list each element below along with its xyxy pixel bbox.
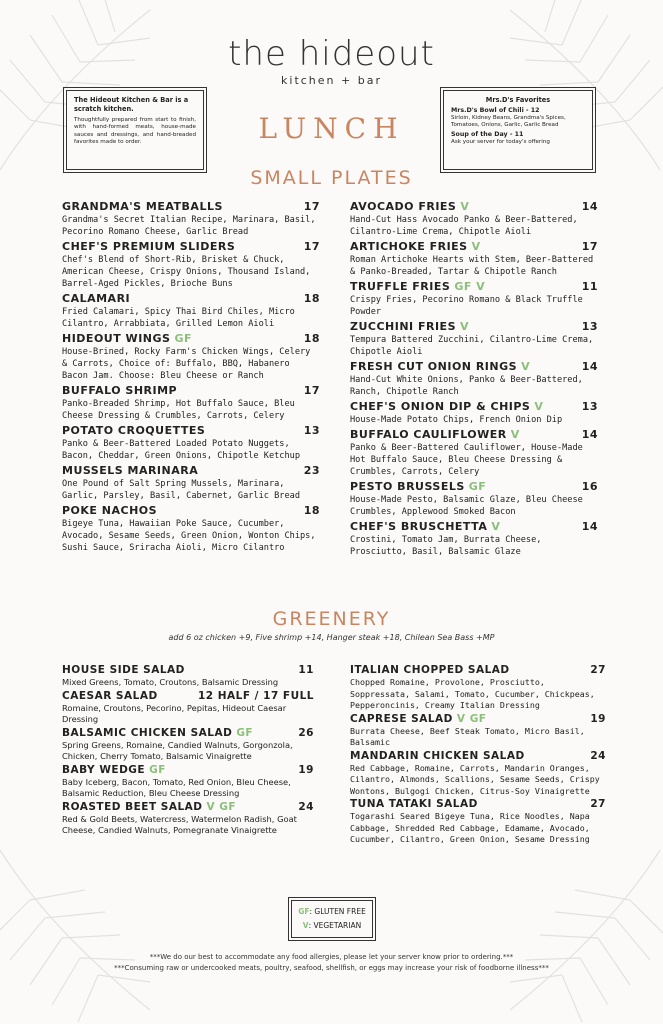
menu-item [62, 332, 320, 382]
menu-item [62, 200, 320, 238]
item-header [62, 332, 320, 346]
item-title [350, 280, 485, 294]
diet-tag: V GF [456, 712, 487, 725]
item-price: 14 [581, 520, 598, 533]
menu-item [350, 480, 598, 518]
item-header [350, 360, 598, 374]
item-name: BUFFALO SHRIMP [62, 384, 178, 397]
item-name: BUFFALO CAULIFLOWER [350, 428, 507, 441]
salad-item [62, 801, 314, 837]
menu-item [350, 200, 598, 238]
menu-item [350, 400, 598, 426]
item-description: Panko & Beer-Battered Loaded Potato Nuggets, Bacon, Cheddar, Green Onions, Chipotle Ketchup [62, 439, 300, 461]
diet-tag: V [521, 360, 531, 373]
diet-tag: V [460, 200, 470, 213]
item-header [350, 400, 598, 414]
item-price: 17 [303, 384, 320, 397]
item-name: POKE NACHOS [62, 504, 158, 517]
item-name: BABY WEDGE [62, 763, 146, 776]
item-title [62, 464, 198, 478]
item-title [350, 320, 469, 334]
diet-tag: GF [174, 332, 192, 345]
item-description: Red Cabbage, Romaine, Carrots, Mandarin Oranges, Cilantro, Almonds, Scallions, Sesame Seeds, Crispy Wontons, Bulgogi Chicken, Citrus-Soy Vinaigrette [350, 762, 600, 796]
salad-item [350, 798, 606, 846]
item-name: GRANDMA'S MEATBALLS [62, 200, 223, 213]
item-price: 18 [303, 292, 320, 305]
item-name: CHEF'S BRUSCHETTA [350, 520, 488, 533]
item-header [62, 464, 320, 478]
palm-leaf-bottom-right-icon [500, 840, 663, 1024]
item-name: TUNA TATAKI SALAD [350, 798, 478, 810]
item-name: CHEF'S ONION DIP & CHIPS [350, 400, 531, 413]
item-header [62, 200, 320, 214]
salad-item [350, 713, 606, 749]
item-header [62, 384, 320, 398]
salad-item [62, 690, 314, 726]
palm-leaf-bottom-left-icon [0, 840, 160, 1024]
item-header [62, 801, 314, 814]
item-header [350, 428, 598, 442]
item-description: Grandma's Secret Italian Recipe, Marinara, Basil, Pecorino Romano Cheese, Garlic Bread [62, 215, 316, 237]
menu-item [62, 240, 320, 290]
item-title [62, 424, 205, 438]
small-plates-right-column [350, 200, 598, 560]
meal-title: LUNCH [258, 112, 405, 145]
item-title [350, 240, 481, 254]
item-title [62, 332, 192, 346]
diet-tag: V [471, 240, 481, 253]
item-description: Bigeye Tuna, Hawaiian Poke Sauce, Cucumber, Avocado, Sesame Seeds, Green Onion, Wonton Chips, Sushi Sauce, Sriracha Aioli, Micro Cilantro [62, 519, 316, 553]
item-description: Chopped Romaine, Provolone, Prosciutto, Soppressata, Salami, Tomato, Cucumber, Chickpeas, Pepperoncinis, Creamy Italian Dressing [350, 677, 595, 710]
item-description: Crispy Fries, Pecorino Romano & Black Truffle Powder [350, 295, 583, 317]
item-description: House-Brined, Rocky Farm's Chicken Wings, Celery & Carrots, Choice of: Buffalo, BBQ, Habanero Bacon Jam. Choose: Bleu Cheese or Ranch [62, 347, 311, 381]
item-title [350, 400, 543, 414]
item-name: CHEF'S PREMIUM SLIDERS [62, 240, 236, 253]
item-title [350, 520, 500, 534]
menu-item [350, 320, 598, 358]
greenery-right-column [350, 664, 606, 847]
item-description: Tempura Battered Zucchini, Cilantro-Lime Crema, Chipotle Aioli [350, 335, 594, 357]
item-header [350, 480, 598, 494]
favorites-title: Mrs.D's Favorites [485, 96, 551, 104]
salad-item [62, 664, 314, 689]
item-price: 19 [298, 763, 314, 776]
diet-tag: V [491, 520, 501, 533]
item-name: HIDEOUT WINGS [62, 332, 171, 345]
item-name: HOUSE SIDE SALAD [62, 664, 185, 676]
menu-item [62, 292, 320, 330]
item-description: House-Made Potato Chips, French Onion Dip [350, 415, 563, 425]
intro-title: The Hideout Kitchen & Bar is a scratch kitchen. [74, 96, 189, 113]
salad-item [350, 664, 606, 712]
item-description: Crostini, Tomato Jam, Burrata Cheese, Prosciutto, Basil, Balsamic Glaze [350, 535, 542, 557]
greenery-left-column [62, 664, 314, 838]
item-header [350, 713, 606, 726]
item-price: 26 [298, 726, 314, 739]
item-name: ITALIAN CHOPPED SALAD [350, 664, 510, 676]
intro-text: Thoughtfully prepared from start to finish, with hand-formed meats, house-made sauces and dressings, and hand-breaded favorites made to order. [74, 117, 196, 145]
legend-vegetarian: V: VEGETARIAN [302, 921, 362, 930]
menu-item [62, 464, 320, 502]
item-price: 14 [581, 360, 598, 373]
item-price: 19 [590, 712, 606, 725]
item-price: 16 [581, 480, 598, 493]
small-plates-left-column [62, 200, 320, 556]
item-price: 24 [590, 749, 606, 762]
item-header [62, 424, 320, 438]
item-price: 17 [581, 240, 598, 253]
soup-description: Ask your server for today's offering [451, 138, 550, 145]
item-header [350, 200, 598, 214]
item-name: BALSAMIC CHICKEN SALAD [62, 726, 233, 739]
diet-tag: V [534, 400, 544, 413]
item-description: Hand-Cut White Onions, Panko & Beer-Battered, Ranch, Chipotle Ranch [350, 375, 583, 397]
item-price: 23 [303, 464, 320, 477]
item-price: 13 [303, 424, 320, 437]
favorites-box [443, 90, 593, 170]
item-header [62, 690, 314, 703]
chili-heading: Mrs.D's Bowl of Chili - 12 [451, 106, 540, 114]
item-description: Spring Greens, Romaine, Candied Walnuts, Gorgonzola, Chicken, Cherry Tomato, Balsamic Vinaigrette [62, 739, 293, 761]
item-title [350, 750, 525, 763]
item-header [350, 520, 598, 534]
item-title [350, 713, 486, 726]
item-description: Red & Gold Beets, Watercress, Watermelon Radish, Goat Cheese, Candied Walnuts, Pomegranate Vinaigrette [62, 813, 297, 835]
item-header [350, 320, 598, 334]
item-price: 14 [581, 428, 598, 441]
menu-item [62, 384, 320, 422]
legend-gluten-free: GF: GLUTEN FREE [298, 907, 366, 916]
item-header [350, 750, 606, 763]
item-header [350, 280, 598, 294]
item-header [62, 664, 314, 677]
item-header [62, 727, 314, 740]
item-name: MUSSELS MARINARA [62, 464, 199, 477]
soup-heading: Soup of the Day - 11 [451, 130, 524, 138]
item-title [62, 664, 185, 677]
diet-tag: V [510, 428, 520, 441]
item-description: Chef's Blend of Short-Rib, Brisket & Chuck, American Cheese, Crispy Onions, Thousand Island, Barrel-Aged Pickles, Brioche Buns [62, 255, 311, 289]
diet-tag: GF [468, 480, 487, 493]
chili-description: Sirloin, Kidney Beans, Grandma's Spices, Tomatoes, Onions, Garlic, Garlic Bread [451, 114, 566, 128]
item-title [62, 801, 236, 814]
item-name: CAESAR SALAD [62, 689, 158, 702]
item-title [350, 360, 530, 374]
menu-item [350, 520, 598, 558]
item-price: 17 [303, 240, 320, 253]
item-header [62, 240, 320, 254]
salad-item [62, 764, 314, 800]
raw-food-warning: ***Consuming raw or undercooked meats, poultry, seafood, shellfish, or eggs may increase your risk of foodborne illness*** [114, 964, 549, 972]
item-name: MANDARIN CHICKEN SALAD [350, 749, 525, 762]
item-description: House-Made Pesto, Balsamic Glaze, Bleu Cheese Crumbles, Applewood Smoked Bacon [350, 495, 583, 517]
item-price: 18 [303, 504, 320, 517]
item-price: 14 [581, 200, 598, 213]
item-title [350, 664, 510, 677]
item-header [62, 504, 320, 518]
item-description: Hand-Cut Hass Avocado Panko & Beer-Battered, Cilantro-Lime Crema, Chipotle Aioli [350, 215, 578, 237]
item-description: Romaine, Croutons, Pecorino, Pepitas, Hideout Caesar Dressing [62, 702, 287, 724]
item-price: 11 [298, 664, 314, 676]
item-name: FRESH CUT ONION RINGS [350, 360, 518, 373]
item-name: ROASTED BEET SALAD [62, 800, 203, 813]
diet-tag: GF [236, 726, 254, 739]
diet-legend [291, 900, 373, 938]
item-description: Fried Calamari, Spicy Thai Bird Chiles, Micro Cilantro, Arrabbiata, Grilled Lemon Aioli [62, 307, 295, 329]
item-price: 18 [303, 332, 320, 345]
menu-item [350, 428, 598, 478]
menu-item [62, 504, 320, 554]
item-description: One Pound of Salt Spring Mussels, Marinara, Garlic, Parsley, Basil, Cabernet, Garlic Bread [62, 479, 300, 501]
item-title [350, 480, 486, 494]
item-name: CAPRESE SALAD [350, 712, 453, 725]
brand-subtitle: kitchen + bar [281, 74, 382, 87]
allergy-notice: ***We do our best to accommodate any food allergies, please let your server know prior to ordering.*** [149, 953, 514, 961]
item-name: ZUCCHINI FRIES [350, 320, 456, 333]
diet-tag: GF [149, 763, 166, 776]
diet-tag: GF V [454, 280, 486, 293]
small-plates-title: SMALL PLATES [250, 167, 413, 189]
item-description: Baby Iceberg, Bacon, Tomato, Red Onion, Bleu Cheese, Balsamic Reduction, Bleu Cheese Dressing [62, 776, 291, 798]
item-title [62, 727, 253, 740]
item-title [62, 384, 177, 398]
item-header [350, 240, 598, 254]
diet-tag: V GF [206, 800, 237, 813]
item-header [62, 764, 314, 777]
item-title [350, 428, 520, 442]
item-price: 13 [581, 320, 598, 333]
item-description: Roman Artichoke Hearts with Stem, Beer-Battered & Panko-Breaded, Tartar & Chipotle Ranch [350, 255, 594, 277]
item-name: AVOCADO FRIES [350, 200, 457, 213]
item-description: Panko-Breaded Shrimp, Hot Buffalo Sauce, Bleu Cheese Dressing & Crumbles, Carrots, Celery [62, 399, 295, 421]
salad-item [350, 750, 606, 798]
item-price: 24 [298, 800, 314, 813]
item-header [350, 664, 606, 677]
item-title [62, 200, 223, 214]
item-description: Mixed Greens, Tomato, Croutons, Balsamic Dressing [62, 677, 279, 687]
item-price: 11 [581, 280, 598, 293]
item-description: Panko & Beer-Battered Cauliflower, House-Made Hot Buffalo Sauce, Bleu Cheese Dressing & Crumbles, Carrots, Celery [350, 443, 583, 477]
item-name: POTATO CROQUETTES [62, 424, 206, 437]
item-header [350, 798, 606, 811]
item-name: CALAMARI [62, 292, 131, 305]
item-price: 13 [581, 400, 598, 413]
item-description: Burrata Cheese, Beef Steak Tomato, Micro Basil, Balsamic [350, 725, 585, 747]
greenery-title: GREENERY [272, 608, 391, 630]
item-price: 27 [590, 798, 606, 810]
item-title [62, 240, 235, 254]
item-title [350, 200, 469, 214]
item-title [350, 798, 478, 811]
item-price: 12 HALF / 17 FULL [197, 689, 314, 702]
brand-name: the hideout [228, 34, 435, 74]
item-header [62, 292, 320, 306]
item-name: ARTICHOKE FRIES [350, 240, 468, 253]
menu-item [62, 424, 320, 462]
item-title [62, 690, 158, 703]
item-description: Togarashi Seared Bigeye Tuna, Rice Noodles, Napa Cabbage, Shredded Red Cabbage, Edamame, Avocado, Cucumber, Cilantro, Green Onion, Sesame Dressing [350, 811, 590, 844]
item-price: 17 [303, 200, 320, 213]
salad-addons: add 6 oz chicken +9, Five shrimp +14, Hanger steak +18, Chilean Sea Bass +MP [168, 633, 495, 642]
intro-box [66, 90, 204, 170]
item-name: TRUFFLE FRIES [350, 280, 451, 293]
item-title [62, 504, 157, 518]
item-title [62, 292, 130, 306]
item-title [62, 764, 166, 777]
menu-item [350, 280, 598, 318]
menu-item [350, 240, 598, 278]
item-price: 27 [590, 664, 606, 676]
salad-item [62, 727, 314, 763]
item-name: PESTO BRUSSELS [350, 480, 465, 493]
menu-item [350, 360, 598, 398]
diet-tag: V [460, 320, 470, 333]
